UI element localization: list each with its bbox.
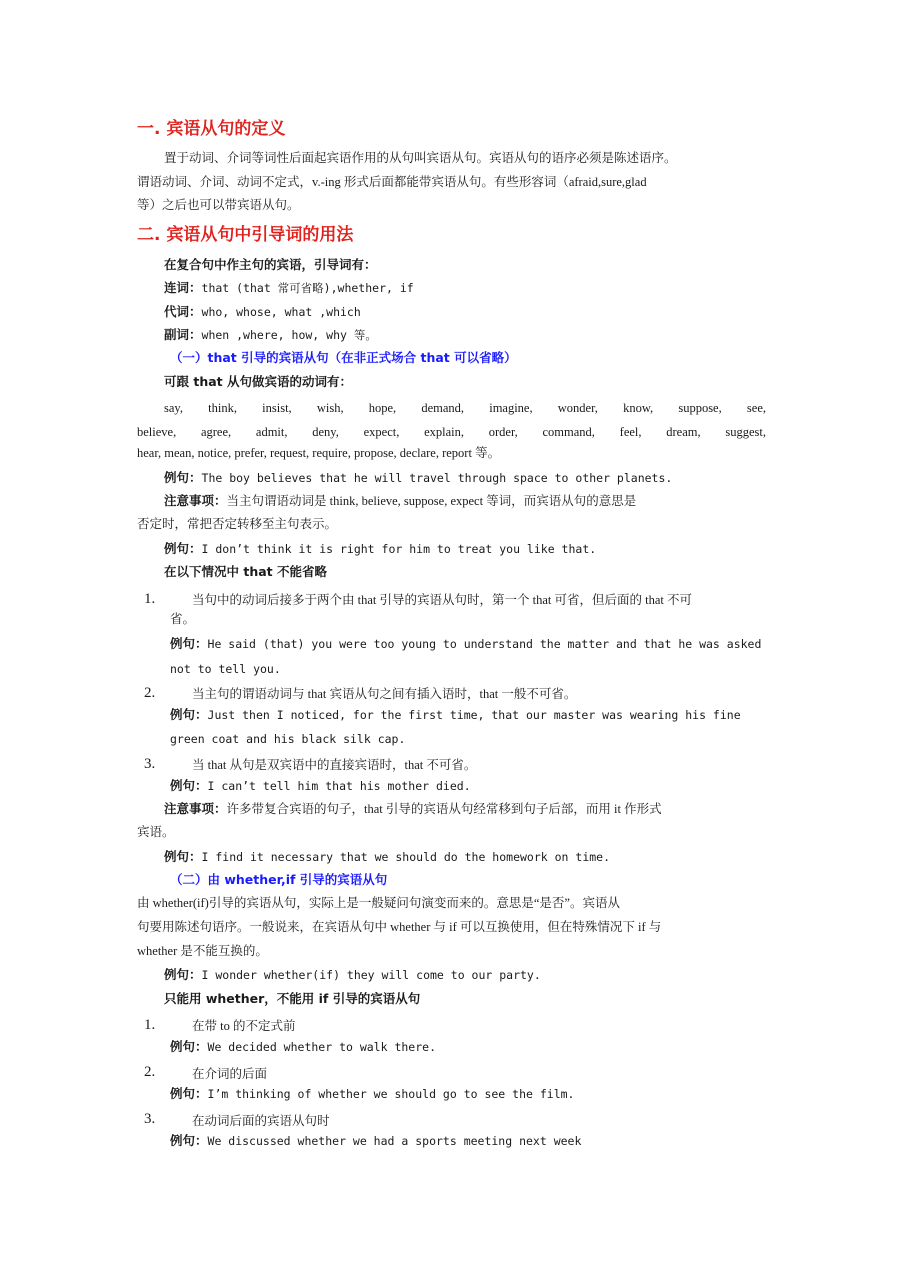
pronoun-line (164, 303, 361, 321)
pronoun-label: 代词： (164, 304, 202, 319)
conjunction-line (164, 279, 414, 297)
example-label: 例句： (164, 967, 202, 982)
example-label: 例句： (164, 541, 202, 556)
verbs-line-2: believe, agree, admit, deny, expect, explain, order, command, feel, dream, suggest, (137, 425, 766, 439)
whether-item-1-example (170, 1038, 436, 1056)
item-1-line-2: 省。 (170, 612, 196, 626)
item-1-example-line-2: not to tell you. (170, 662, 281, 676)
section-1-title: 一. 宾语从句的定义 (137, 119, 286, 139)
item-1-example-text: He said (that) you were too young to understand the matter and that he was asked (207, 637, 762, 651)
whether-number-3: 3. (144, 1111, 156, 1127)
example-label: 例句： (170, 1086, 208, 1101)
s1-paragraph-line-3: 等）之后也可以带宾语从句。 (137, 198, 300, 212)
verbs-line-1: say, think, insist, wish, hope, demand, imagine, wonder, know, suppose, see, (164, 401, 766, 415)
adverb-text: when ,where, how, why 等。 (201, 328, 377, 342)
whether-item-1-example-text: We decided whether to walk there. (207, 1040, 436, 1054)
example-label: 例句： (164, 470, 202, 485)
only-whether-title: 只能用 whether，不能用 if 引导的宾语从句 (164, 991, 421, 1006)
example-1 (164, 469, 672, 487)
item-2-example-line-2: green coat and his black silk cap. (170, 732, 406, 746)
subsection-2-title: （二）由 whether,if 引导的宾语从句 (170, 872, 388, 887)
whether-item-3-example-text: We discussed whether we had a sports meeting next week (207, 1134, 582, 1148)
whether-paragraph-line-1: 由 whether(if)引导的宾语从句，实际上是一般疑问句演变而来的。意思是“是否”。宾语从 (137, 896, 620, 910)
item-3-text: 当 that 从句是双宾语中的直接宾语时，that 不可省。 (192, 758, 477, 772)
cannot-omit-title: 在以下情况中 that 不能省略 (164, 564, 327, 579)
whether-item-3: 在动词后面的宾语从句时 (192, 1114, 330, 1128)
intro-text: 在复合句中作主句的宾语，引导词有： (164, 257, 377, 272)
example-3-text: I find it necessary that we should do the homework on time. (201, 850, 611, 864)
s1-paragraph-line-2: 谓语动词、介词、动词不定式，v.-ing 形式后面都能带宾语从句。有些形容词（afraid,sure,glad (137, 175, 647, 189)
item-2-text: 当主句的谓语动词与 that 宾语从句之间有插入语时，that 一般不可省。 (192, 687, 577, 701)
whether-item-2: 在介词的后面 (192, 1067, 268, 1081)
example-label: 例句： (170, 707, 208, 722)
example-3 (164, 848, 610, 866)
note-label: 注意事项： (164, 493, 227, 508)
note-label: 注意事项： (164, 801, 227, 816)
note-2-line-1 (164, 800, 662, 818)
item-3-example (170, 777, 471, 795)
note-2-text: 许多带复合宾语的句子，that 引导的宾语从句经常移到句子后部，而用 it 作形式 (226, 802, 662, 816)
list-number-3: 3. (144, 756, 156, 772)
adverb-line (164, 326, 377, 344)
verbs-line-3: hear, mean, notice, prefer, request, require, propose, declare, report 等。 (137, 446, 501, 460)
example-4 (164, 966, 541, 984)
whether-paragraph-line-2: 句要用陈述句语序。一般说来，在宾语从句中 whether 与 if 可以互换使用，但在特殊情况下 if 与 (137, 920, 662, 934)
example-label: 例句： (170, 1133, 208, 1148)
conjunction-text: that (that 常可省略),whether, if (201, 281, 414, 295)
subsection-1-title: （一）that 引导的宾语从句（在非正式场合 that 可以省略） (170, 350, 517, 365)
whether-number-1: 1. (144, 1017, 156, 1033)
item-3-example-text: I can’t tell him that his mother died. (207, 779, 471, 793)
whether-item-1: 在带 to 的不定式前 (192, 1019, 296, 1033)
pronoun-text: who, whose, what ,which (201, 305, 361, 319)
note-2-line-2: 宾语。 (137, 825, 175, 839)
example-2 (164, 540, 596, 558)
section-2-title: 二. 宾语从句中引导词的用法 (137, 225, 354, 245)
s1-paragraph-line-1: 置于动词、介词等词性后面起宾语作用的从句叫宾语从句。宾语从句的语序必须是陈述语序。 (164, 151, 677, 165)
note-1-line-1 (164, 492, 636, 510)
conjunction-label: 连词： (164, 280, 202, 295)
example-2-text: I don’t think it is right for him to treat you like that. (201, 542, 597, 556)
verbs-title: 可跟 that 从句做宾语的动词有： (164, 374, 352, 389)
item-1-line-1: 当句中的动词后接多于两个由 that 引导的宾语从句时，第一个 that 可省，但后面的 that 不可 (192, 593, 692, 607)
example-1-text: The boy believes that he will travel through space to other planets. (201, 471, 673, 485)
item-2-example-text: Just then I noticed, for the first time, that our master was wearing his fine (207, 708, 741, 722)
example-4-text: I wonder whether(if) they will come to our party. (201, 968, 541, 982)
whether-paragraph-line-3: whether 是不能互换的。 (137, 944, 268, 958)
example-label: 例句： (170, 1039, 208, 1054)
example-label: 例句： (164, 849, 202, 864)
item-2-example-line-1 (170, 706, 741, 724)
list-number-2: 2. (144, 685, 156, 701)
whether-item-3-example (170, 1132, 581, 1150)
note-1-line-2: 否定时，常把否定转移至主句表示。 (137, 517, 338, 531)
list-number-1: 1. (144, 591, 156, 607)
item-1-example-line-1 (170, 635, 761, 653)
whether-number-2: 2. (144, 1064, 156, 1080)
whether-item-2-example-text: I’m thinking of whether we should go to see the film. (207, 1087, 575, 1101)
adverb-label: 副词： (164, 327, 202, 342)
note-1-text: 当主句谓语动词是 think, believe, suppose, expect 等词，而宾语从句的意思是 (226, 494, 637, 508)
whether-item-2-example (170, 1085, 574, 1103)
example-label: 例句： (170, 636, 208, 651)
example-label: 例句： (170, 778, 208, 793)
